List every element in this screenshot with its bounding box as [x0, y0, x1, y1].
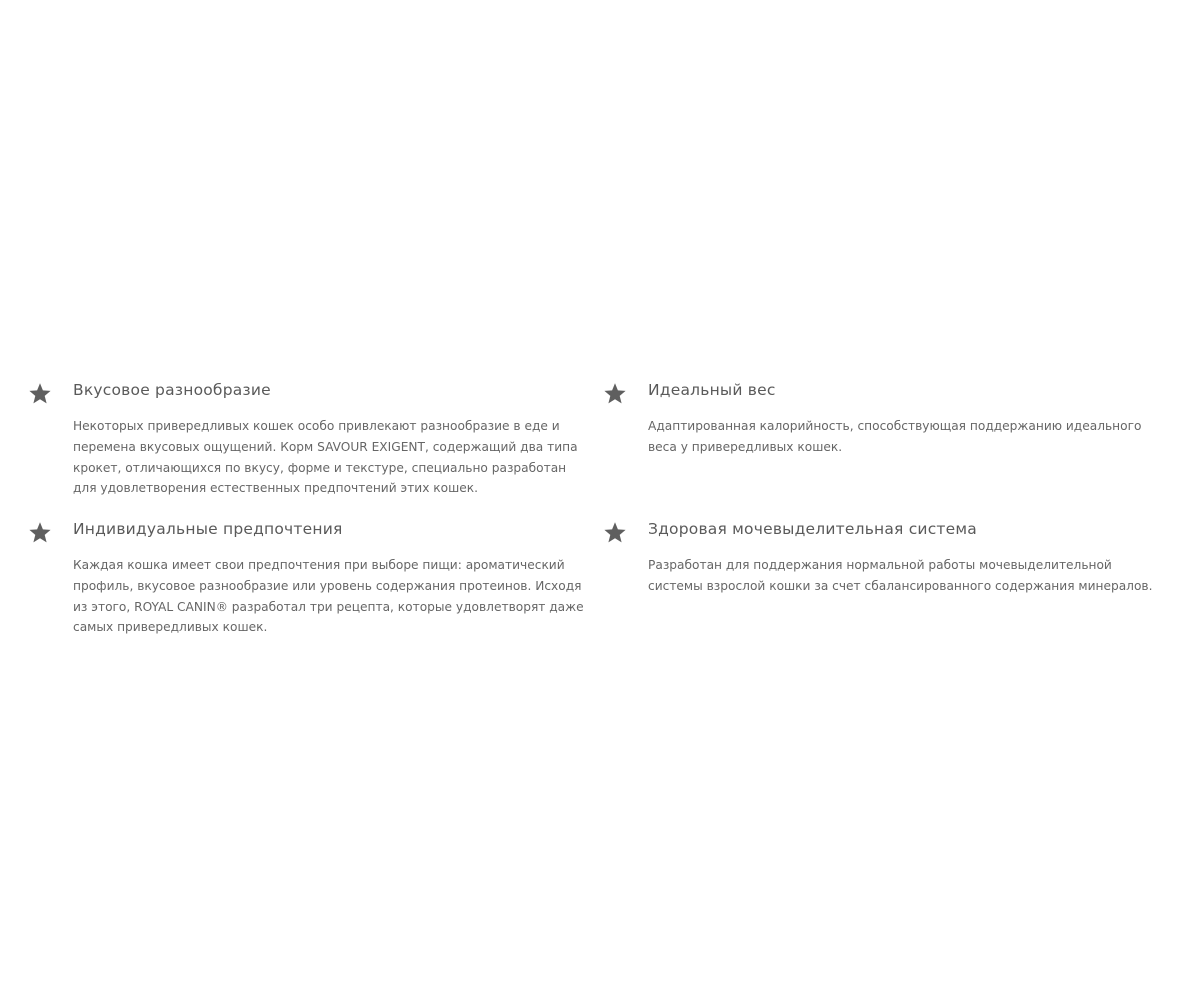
feature-description: Некоторых привередливых кошек особо привлекают разнообразие в еде и перемена вкусовых ощущений. Корм SAVOUR EXIGENT, содержащий два типа крокет, отличающихся по вкусу, форме и текстуре, специально разработан для удовлетворения естественных предпочтений этих кошек. — [73, 419, 578, 496]
feature-content — [648, 378, 1167, 458]
feature-description: Адаптированная калорийность, способствующая поддержанию идеального веса у привередливых кошек. — [648, 419, 1142, 454]
feature-title: Идеальный вес — [648, 381, 776, 399]
feature-description: Разработан для поддержания нормальной работы мочевыделительной системы взрослой кошки за счет сбалансированного содержания минералов. — [648, 558, 1153, 593]
feature-title: Индивидуальные предпочтения — [73, 520, 343, 538]
star-icon — [603, 382, 627, 406]
star-icon — [28, 521, 52, 545]
feature-content — [73, 378, 592, 499]
feature-title: Здоровая мочевыделительная система — [648, 520, 977, 538]
feature-content — [648, 517, 1167, 597]
feature-title: Вкусовое разнообразие — [73, 381, 271, 399]
star-icon — [28, 382, 52, 406]
feature-content — [73, 517, 592, 638]
feature-description: Каждая кошка имеет свои предпочтения при выборе пищи: ароматический профиль, вкусовое разнообразие или уровень содержания протеинов. Исходя из этого, ROYAL CANIN® разработал три рецепта, которые удовлетворят даже самых привередливых кошек. — [73, 558, 584, 635]
star-icon — [603, 521, 627, 545]
